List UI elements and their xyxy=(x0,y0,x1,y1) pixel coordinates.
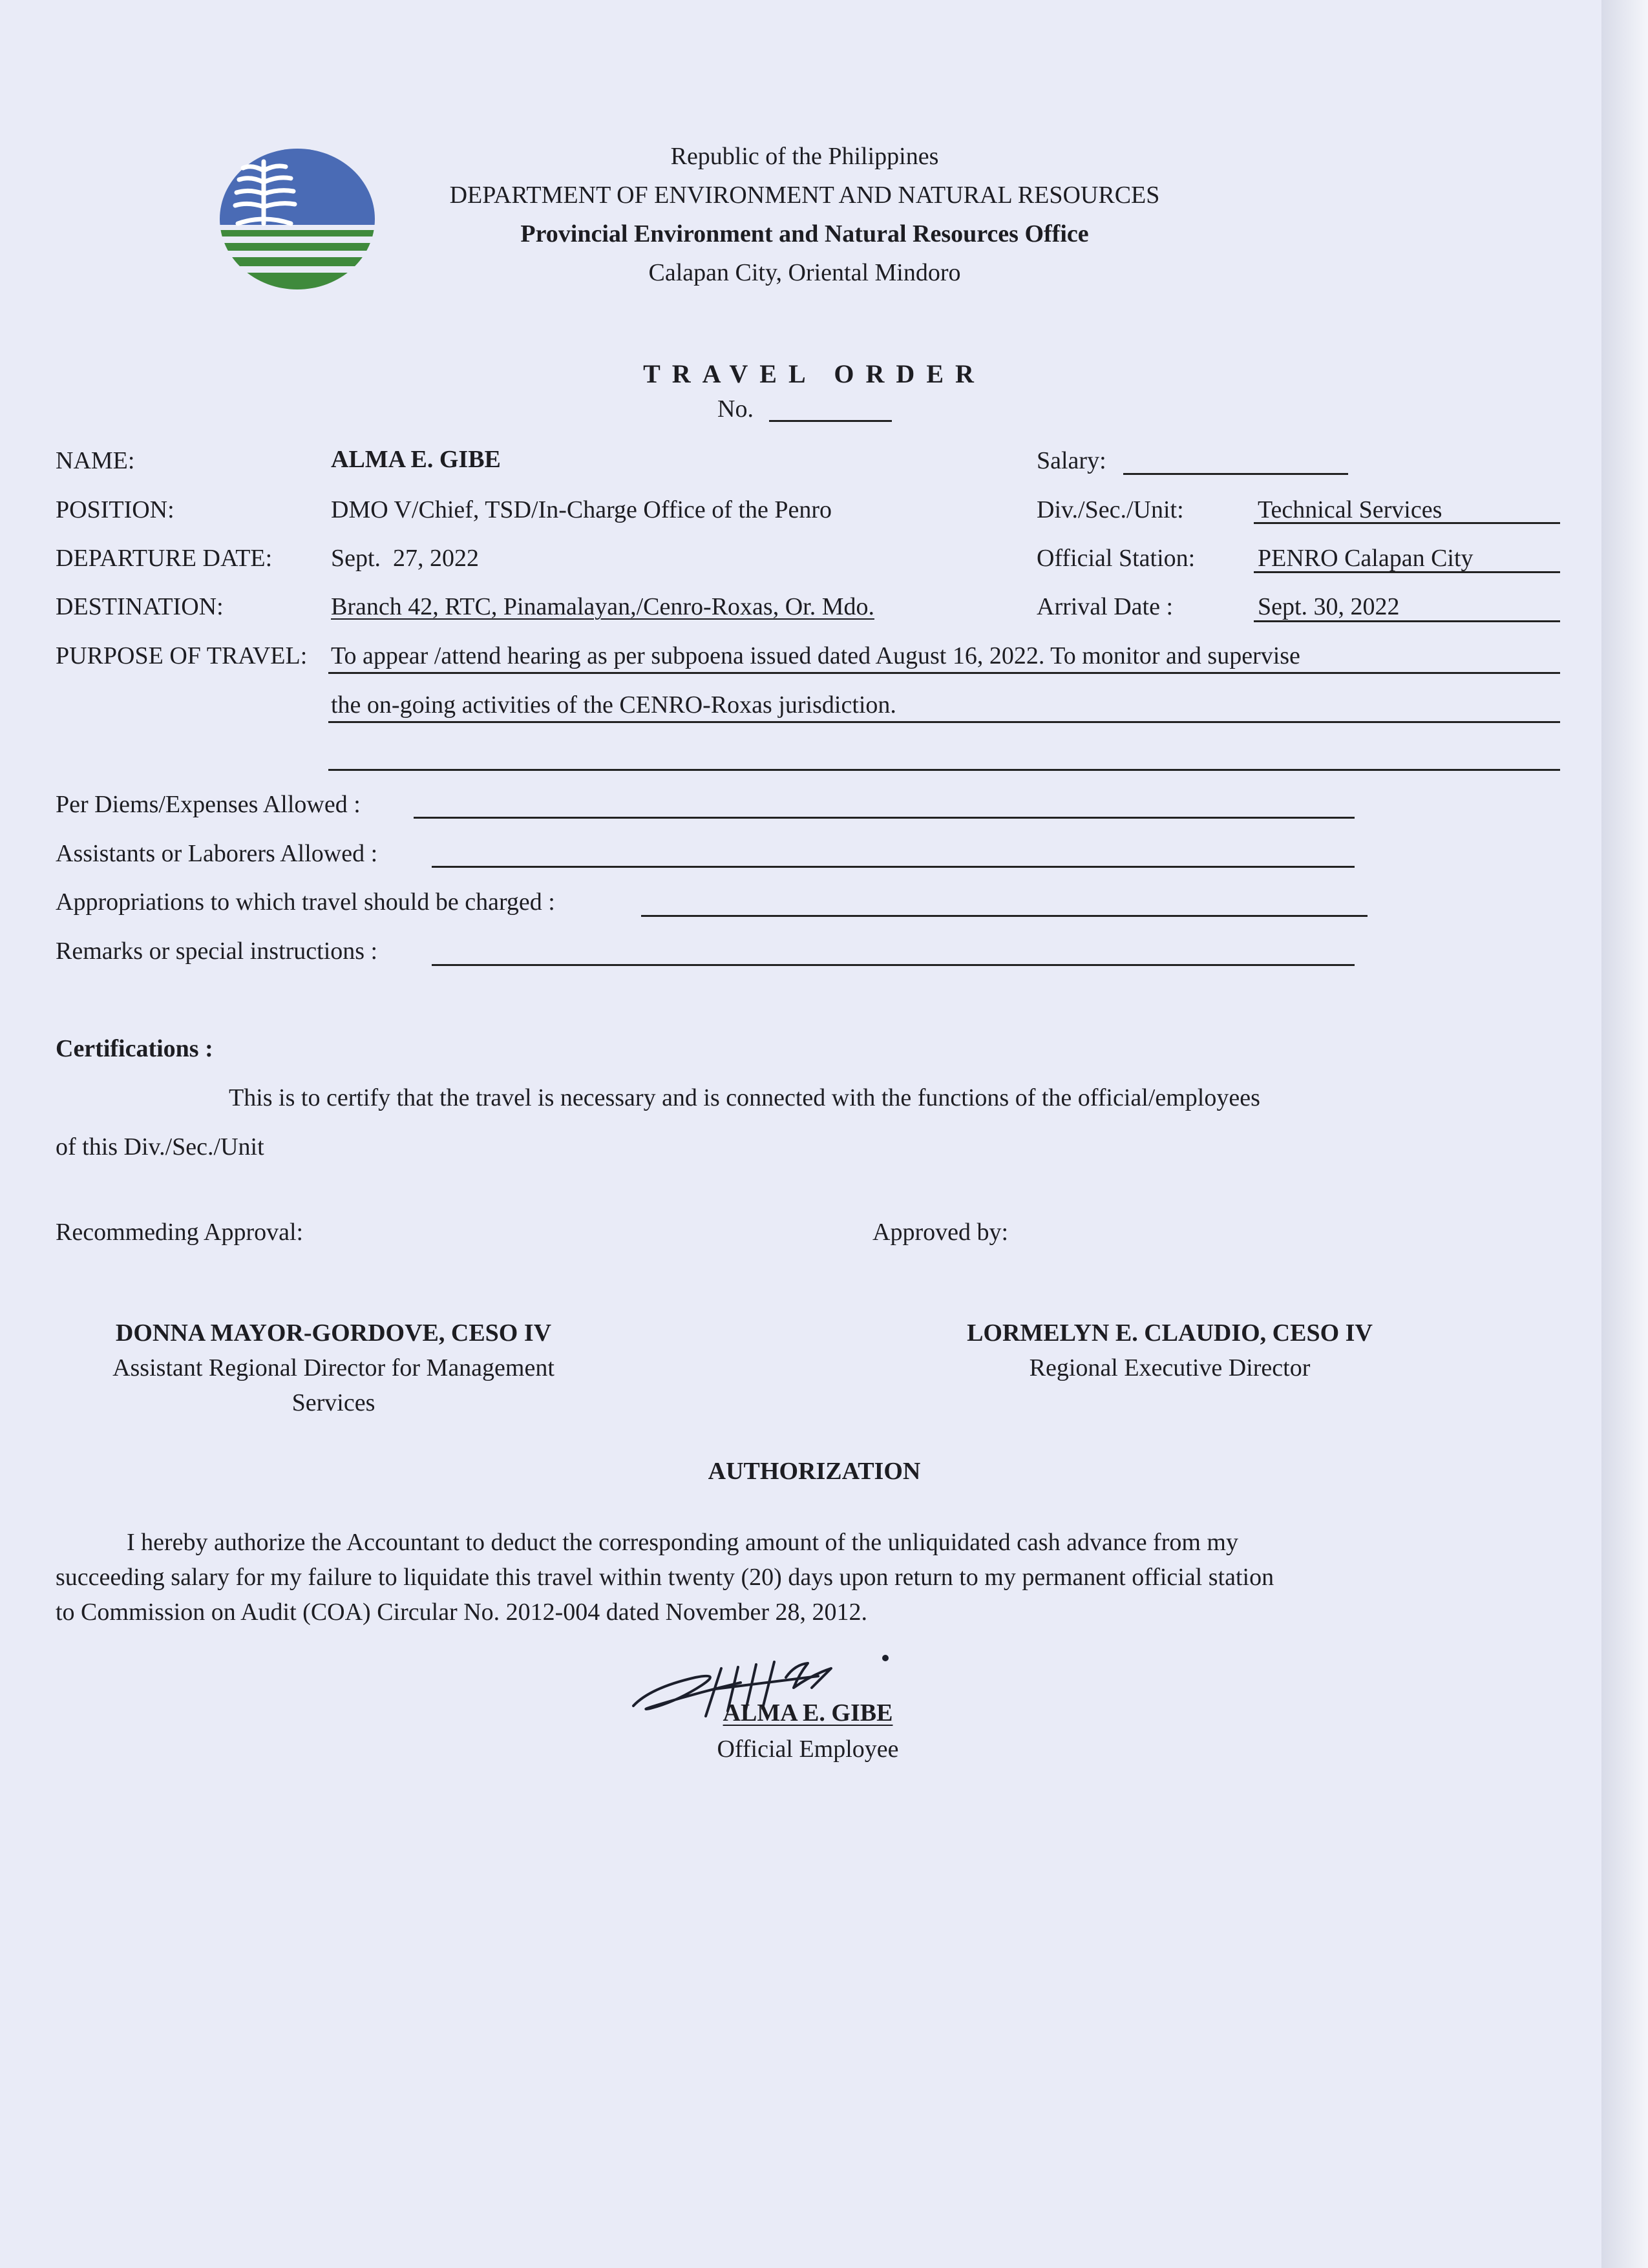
certification-text-2: of this Div./Sec./Unit xyxy=(56,1133,264,1160)
per-diems-field[interactable] xyxy=(414,817,1355,819)
approved-by-label: Approved by: xyxy=(872,1219,1009,1246)
destination-value: Branch 42, RTC, Pinamalayan,/Cenro-Roxas, Or. Mdo. xyxy=(331,593,874,620)
assistants-field[interactable] xyxy=(432,866,1355,868)
authorization-text-1: I hereby authorize the Accountant to deduct the corresponding amount of the unliquidated cash advance from my xyxy=(127,1529,1238,1556)
certifications-heading: Certifications : xyxy=(56,1035,213,1062)
recommender-title-2: Services xyxy=(291,1389,375,1416)
signer-title: Official Employee xyxy=(717,1736,899,1763)
position-value: DMO V/Chief, TSD/In-Charge Office of the Penro xyxy=(331,496,832,523)
authorization-text-3: to Commission on Audit (COA) Circular No. 2012-004 dated November 28, 2012. xyxy=(56,1599,867,1626)
official-station-label: Official Station: xyxy=(1037,545,1196,572)
departure-date-label: DEPARTURE DATE: xyxy=(56,545,273,572)
purpose-line-1: To appear /attend hearing as per subpoena issued dated August 16, 2022. To monitor and supervise xyxy=(331,642,1300,669)
certification-text-1: This is to certify that the travel is necessary and is connected with the functions of the official/employees xyxy=(229,1084,1260,1111)
header-location: Calapan City, Oriental Mindoro xyxy=(648,259,961,286)
position-label: POSITION: xyxy=(56,496,174,523)
per-diems-label: Per Diems/Expenses Allowed : xyxy=(56,791,361,818)
recommender-name: DONNA MAYOR-GORDOVE, CESO IV xyxy=(115,1319,552,1347)
station-underline xyxy=(1254,571,1560,573)
header-republic: Republic of the Philippines xyxy=(670,143,939,170)
header-department: DEPARTMENT OF ENVIRONMENT AND NATURAL RESOURCES xyxy=(449,182,1160,209)
authorization-heading: AUTHORIZATION xyxy=(708,1458,921,1485)
document-title: TRAVEL ORDER xyxy=(643,359,986,388)
official-station-value: PENRO Calapan City xyxy=(1258,545,1474,572)
destination-label: DESTINATION: xyxy=(56,593,224,620)
purpose-underline-3[interactable] xyxy=(328,769,1560,771)
denr-logo-icon xyxy=(218,147,376,291)
number-field[interactable] xyxy=(769,420,892,422)
appropriations-label: Appropriations to which travel should be charged : xyxy=(56,888,555,916)
arrival-date-value: Sept. 30, 2022 xyxy=(1258,593,1400,620)
name-label: NAME: xyxy=(56,447,135,474)
departure-date-value: Sept. 27, 2022 xyxy=(331,545,480,572)
remarks-field[interactable] xyxy=(432,964,1355,966)
arrival-underline xyxy=(1254,620,1560,622)
authorization-text-2: succeeding salary for my failure to liquidate this travel within twenty (20) days upon return to my permanent official station xyxy=(56,1564,1274,1591)
division-label: Div./Sec./Unit: xyxy=(1037,496,1184,523)
salary-label: Salary: xyxy=(1037,447,1106,474)
number-label: No. xyxy=(717,395,754,423)
purpose-underline-1 xyxy=(328,672,1560,674)
signer-name: ALMA E. GIBE xyxy=(723,1699,893,1727)
recommender-title-1: Assistant Regional Director for Management xyxy=(112,1354,555,1381)
salary-field[interactable] xyxy=(1123,473,1348,475)
recommending-approval-label: Recommeding Approval: xyxy=(56,1219,304,1246)
header-office: Provincial Environment and Natural Resources Office xyxy=(520,220,1089,247)
division-underline xyxy=(1254,522,1560,524)
name-value: ALMA E. GIBE xyxy=(331,446,501,473)
division-value: Technical Services xyxy=(1258,496,1442,523)
arrival-date-label: Arrival Date : xyxy=(1037,593,1174,620)
appropriations-field[interactable] xyxy=(641,915,1368,917)
purpose-line-2: the on-going activities of the CENRO-Roxas jurisdiction. xyxy=(331,691,896,719)
purpose-underline-2 xyxy=(328,721,1560,723)
assistants-label: Assistants or Laborers Allowed : xyxy=(56,840,378,867)
approver-name: LORMELYN E. CLAUDIO, CESO IV xyxy=(967,1319,1373,1347)
purpose-label: PURPOSE OF TRAVEL: xyxy=(56,642,308,669)
remarks-label: Remarks or special instructions : xyxy=(56,938,378,965)
approver-title: Regional Executive Director xyxy=(1029,1354,1311,1381)
page-edge-shadow xyxy=(1601,0,1648,2268)
